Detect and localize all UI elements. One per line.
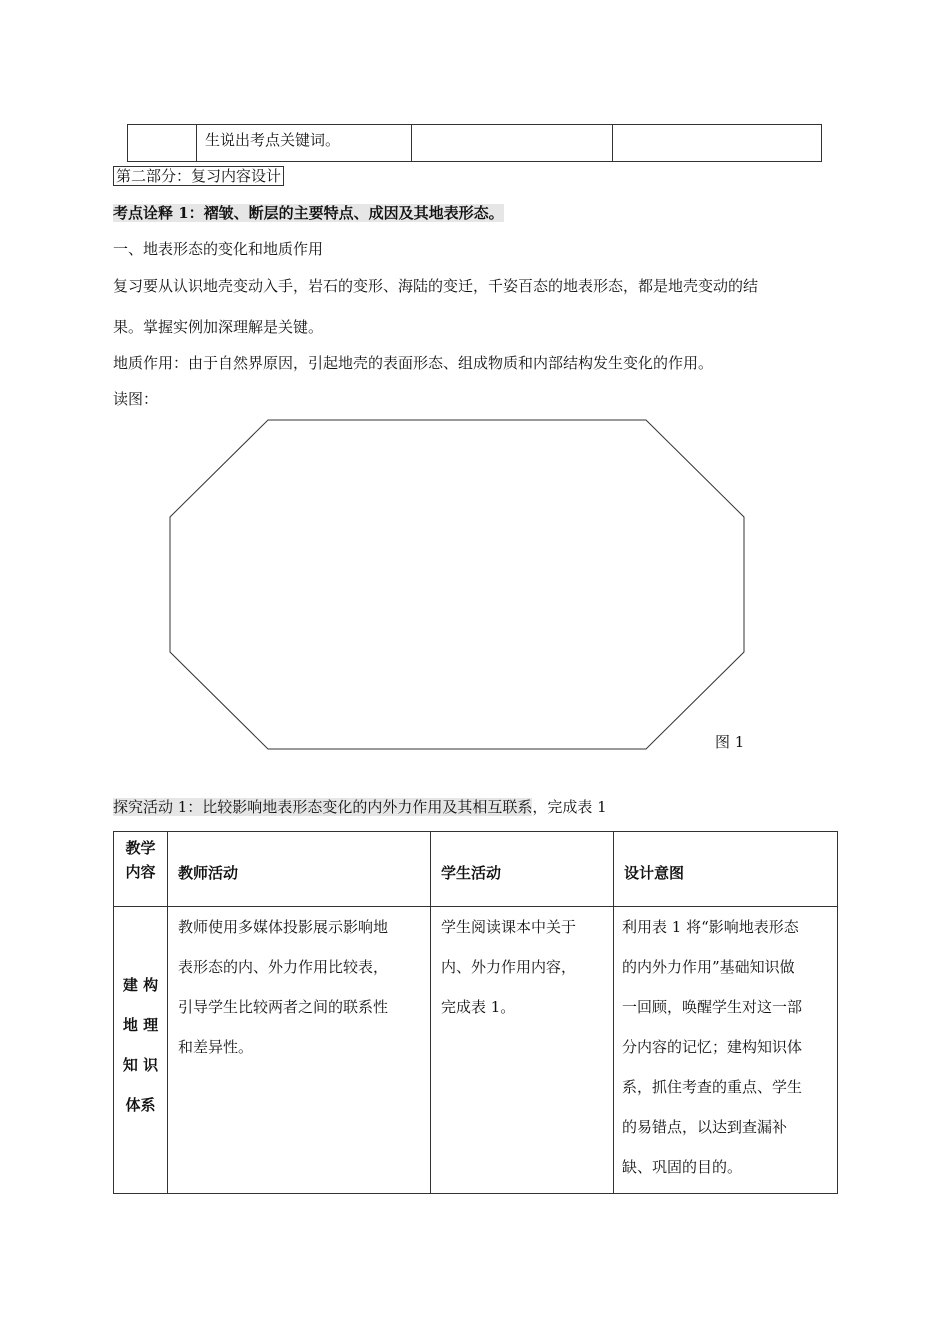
activity-table (113, 831, 838, 1194)
header-cell-content: 教学 内容 (114, 832, 168, 907)
header-cell-student: 学生活动 (431, 832, 614, 907)
table-cell: 生说出考点关键词。 (197, 125, 412, 162)
header-cell-teacher: 教师活动 (168, 832, 431, 907)
read-figure-label: 读图： (113, 390, 159, 408)
point-title: 考点诠释 1：褶皱、断层的主要特点、成因及其地表形态。 (113, 204, 504, 222)
figure-caption: 图 1 (715, 733, 745, 751)
paragraph-line: 果。掌握实例加深理解是关键。 (113, 318, 324, 336)
table-header-row (114, 832, 838, 907)
student-activity-cell: 学生阅读课本中关于 内、外力作用内容， 完成表 1。 (431, 907, 614, 1194)
row-label-cell: 建 构 地 理 知 识 体系 (114, 907, 168, 1194)
paragraph: 地质作用：由于自然界原因，引起地壳的表面形态、组成物质和内部结构发生变化的作用。 (113, 354, 714, 372)
design-intent-cell: 利用表 1 将“影响地表形态 的内外力作用”基础知识做 一回顾，唤醒学生对这一部 分内容的记忆；建构知识体 系，抓住考查的重点、学生 的易错点，以达到查漏补 缺、巩固的目的。 (614, 907, 838, 1194)
teacher-activity-cell: 教师使用多媒体投影展示影响地 表形态的内、外力作用比较表， 引导学生比较两者之间的联系性 和差异性。 (168, 907, 431, 1194)
subheading: 一、地表形态的变化和地质作用 (113, 240, 324, 258)
activity-title: 探究活动 1：比较影响地表形态变化的内外力作用及其相互联系，完成表 1 (113, 798, 607, 816)
section-heading: 第二部分：复习内容设计 (113, 165, 284, 187)
paragraph-line: 复习要从认识地壳变动入手，岩石的变形、海陆的变迁，千姿百态的地表形态，都是地壳变动的结 (113, 277, 759, 295)
header-cell-intent: 设计意图 (614, 832, 838, 907)
table-row (114, 907, 838, 1194)
